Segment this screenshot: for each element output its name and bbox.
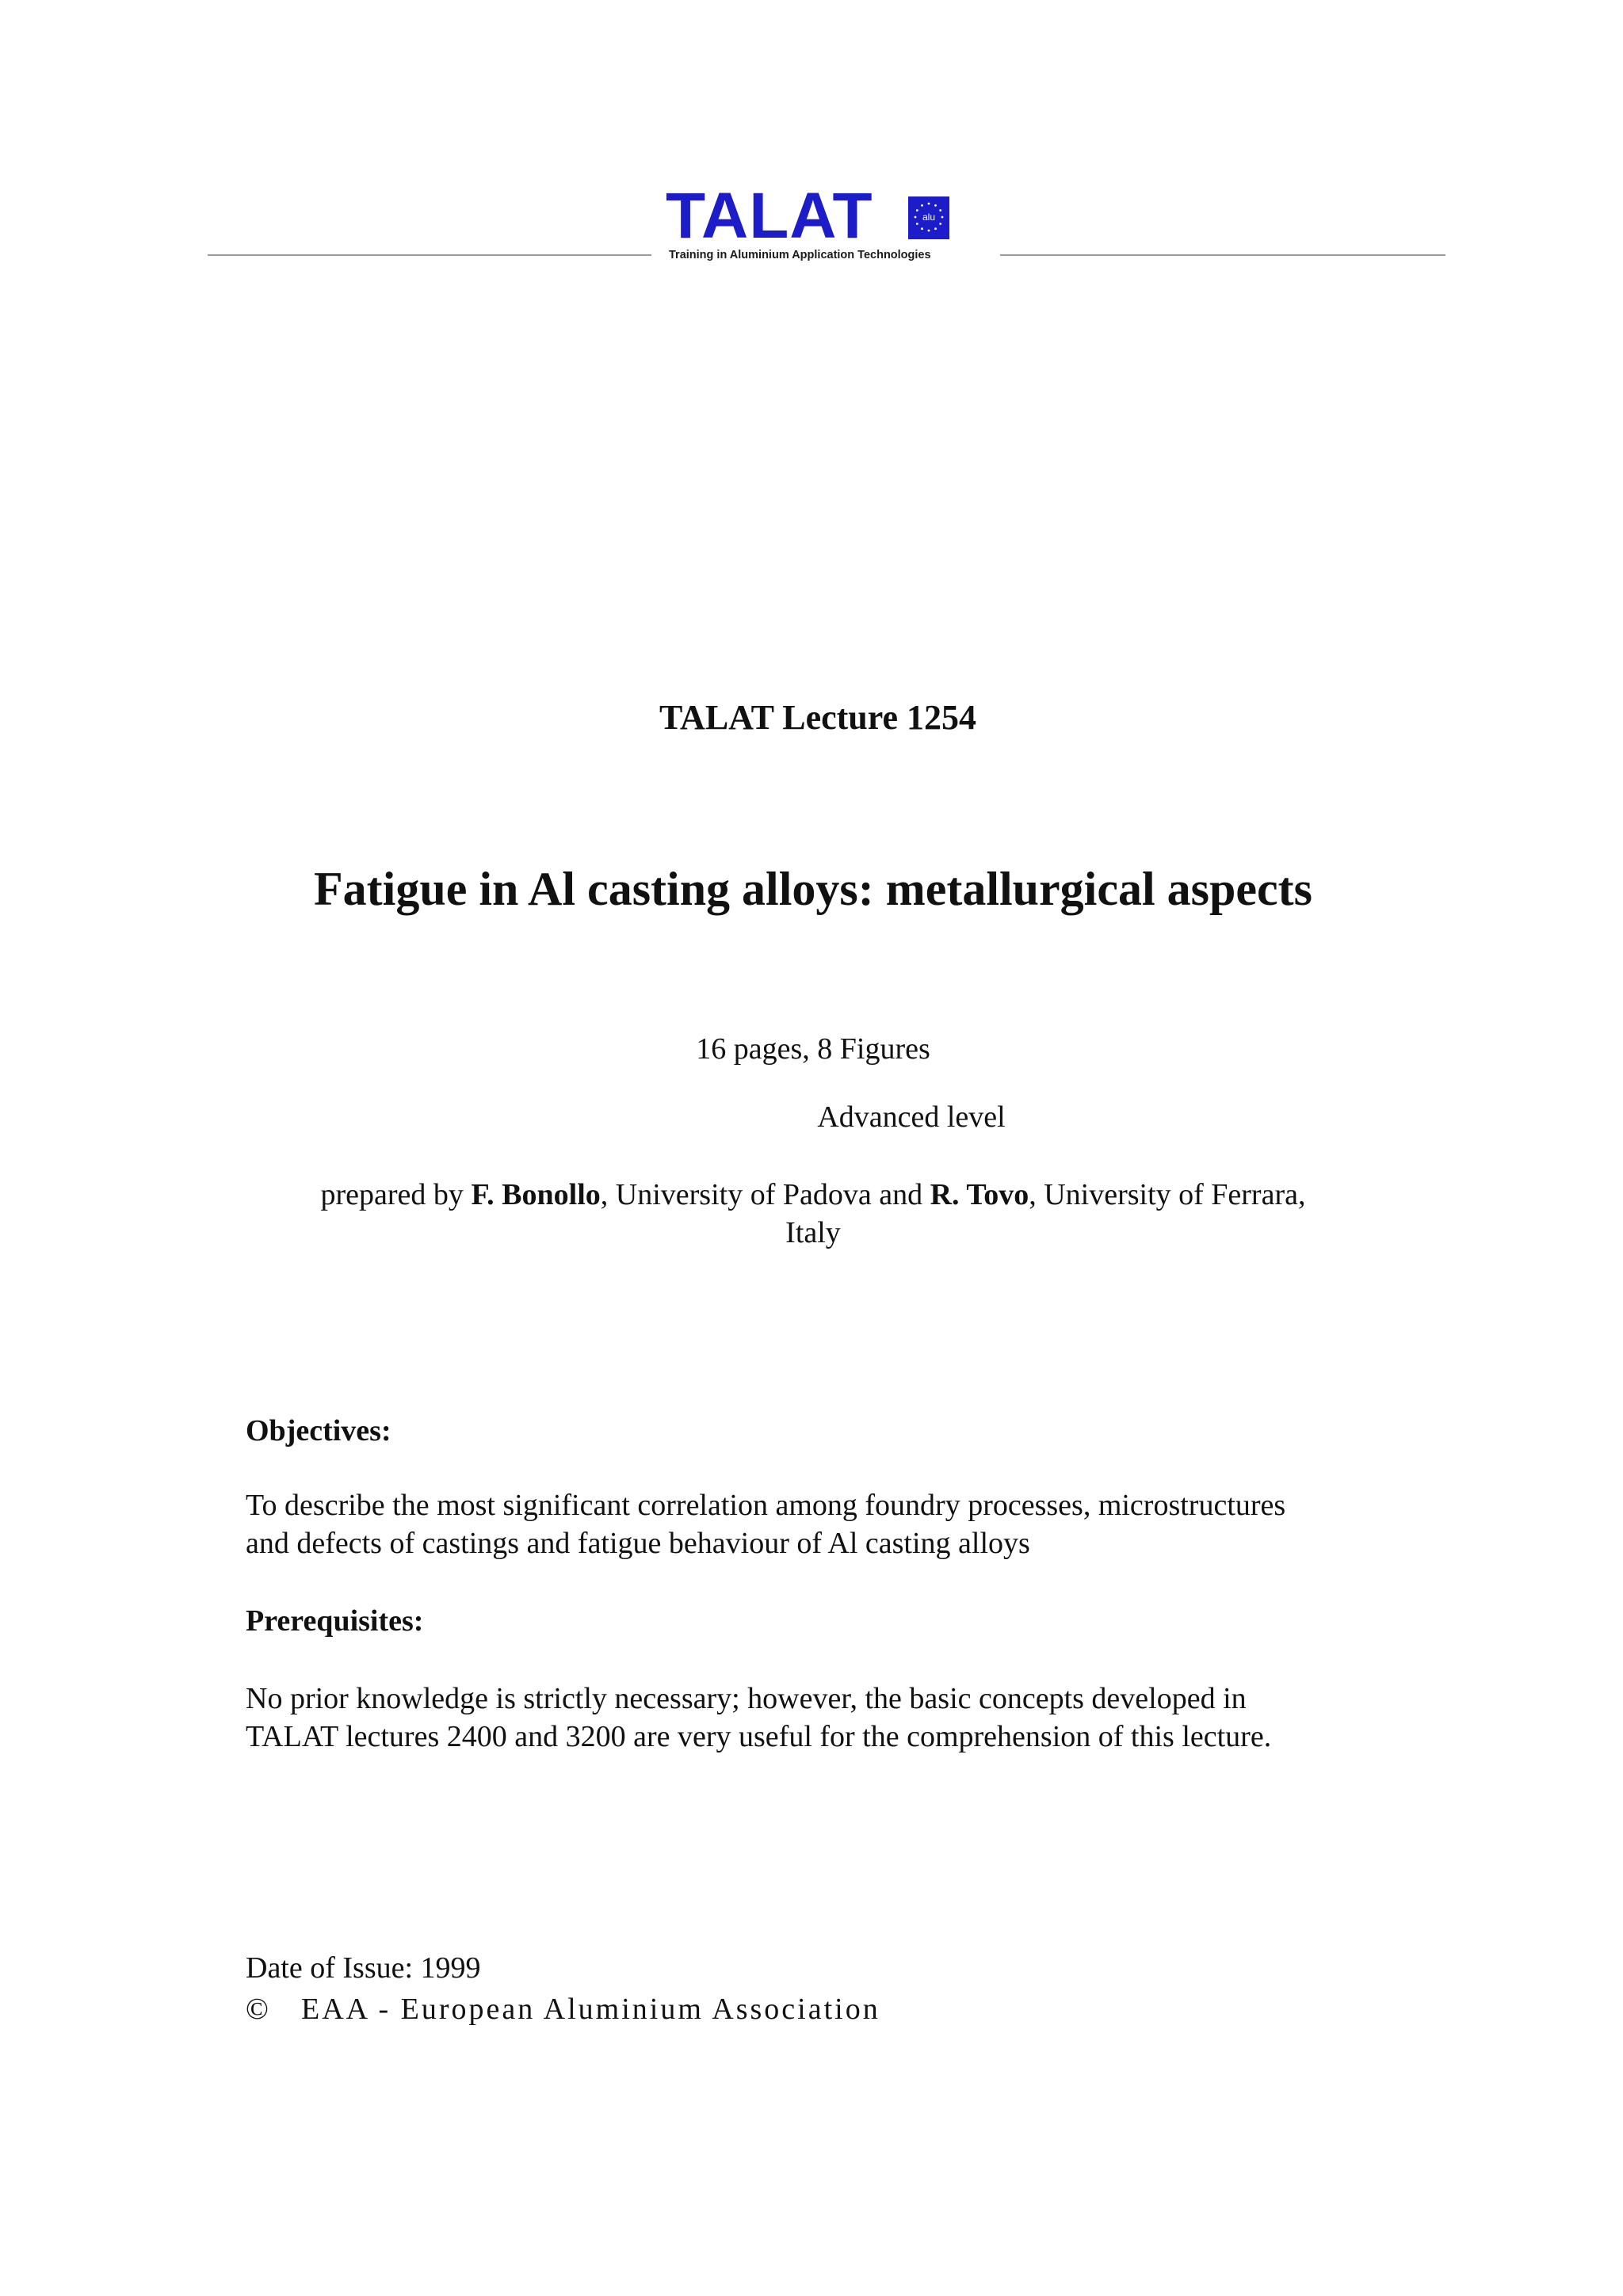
prerequisites-line-1: No prior knowledge is strictly necessary; however, the basic concepts developed in [246, 1682, 1247, 1715]
eu-flag-icon [908, 196, 949, 239]
pages-info: 16 pages, 8 Figures [696, 1032, 930, 1066]
logo-tagline: Training in Aluminium Application Technologies [669, 249, 931, 261]
document-title: Fatigue in Al casting alloys: metallurgical aspects [314, 863, 1312, 915]
affiliation-ferrara: , University of Ferrara, [1029, 1178, 1306, 1211]
objectives-line-2: and defects of castings and fatigue behaviour of Al casting alloys [246, 1527, 1030, 1560]
copyright-line [246, 1990, 1466, 2028]
prerequisites-text [246, 1680, 1466, 1756]
prepared-country: Italy [785, 1216, 841, 1249]
prepared-prefix: prepared by [320, 1178, 472, 1211]
logo-flag-text: alu [922, 212, 936, 223]
copyright-icon: © [246, 1993, 269, 2026]
level-info: Advanced level [817, 1100, 1006, 1134]
objectives-text [246, 1486, 1466, 1562]
header-rule-left [208, 254, 651, 256]
prerequisites-line-2: TALAT lectures 2400 and 3200 are very useful for the comprehension of this lecture. [246, 1720, 1272, 1753]
copyright-text: EAA - European Aluminium Association [301, 1993, 880, 2026]
lecture-number-title: TALAT Lecture 1254 [659, 698, 977, 737]
affiliation-padova: , University of Padova and [600, 1178, 930, 1211]
talat-logo [666, 180, 999, 273]
objectives-line-1: To describe the most significant correlation among foundry processes, microstructures [246, 1489, 1286, 1522]
author-tovo: R. Tovo [930, 1178, 1029, 1211]
header-rule-right [1000, 254, 1445, 256]
objectives-heading: Objectives: [246, 1414, 391, 1447]
prerequisites-heading: Prerequisites: [246, 1604, 424, 1638]
author-bonollo: F. Bonollo [471, 1178, 601, 1211]
prepared-by [2, 1176, 1623, 1252]
date-of-issue: Date of Issue: 1999 [246, 1951, 481, 1985]
logo-wordmark: TALAT [666, 180, 873, 252]
